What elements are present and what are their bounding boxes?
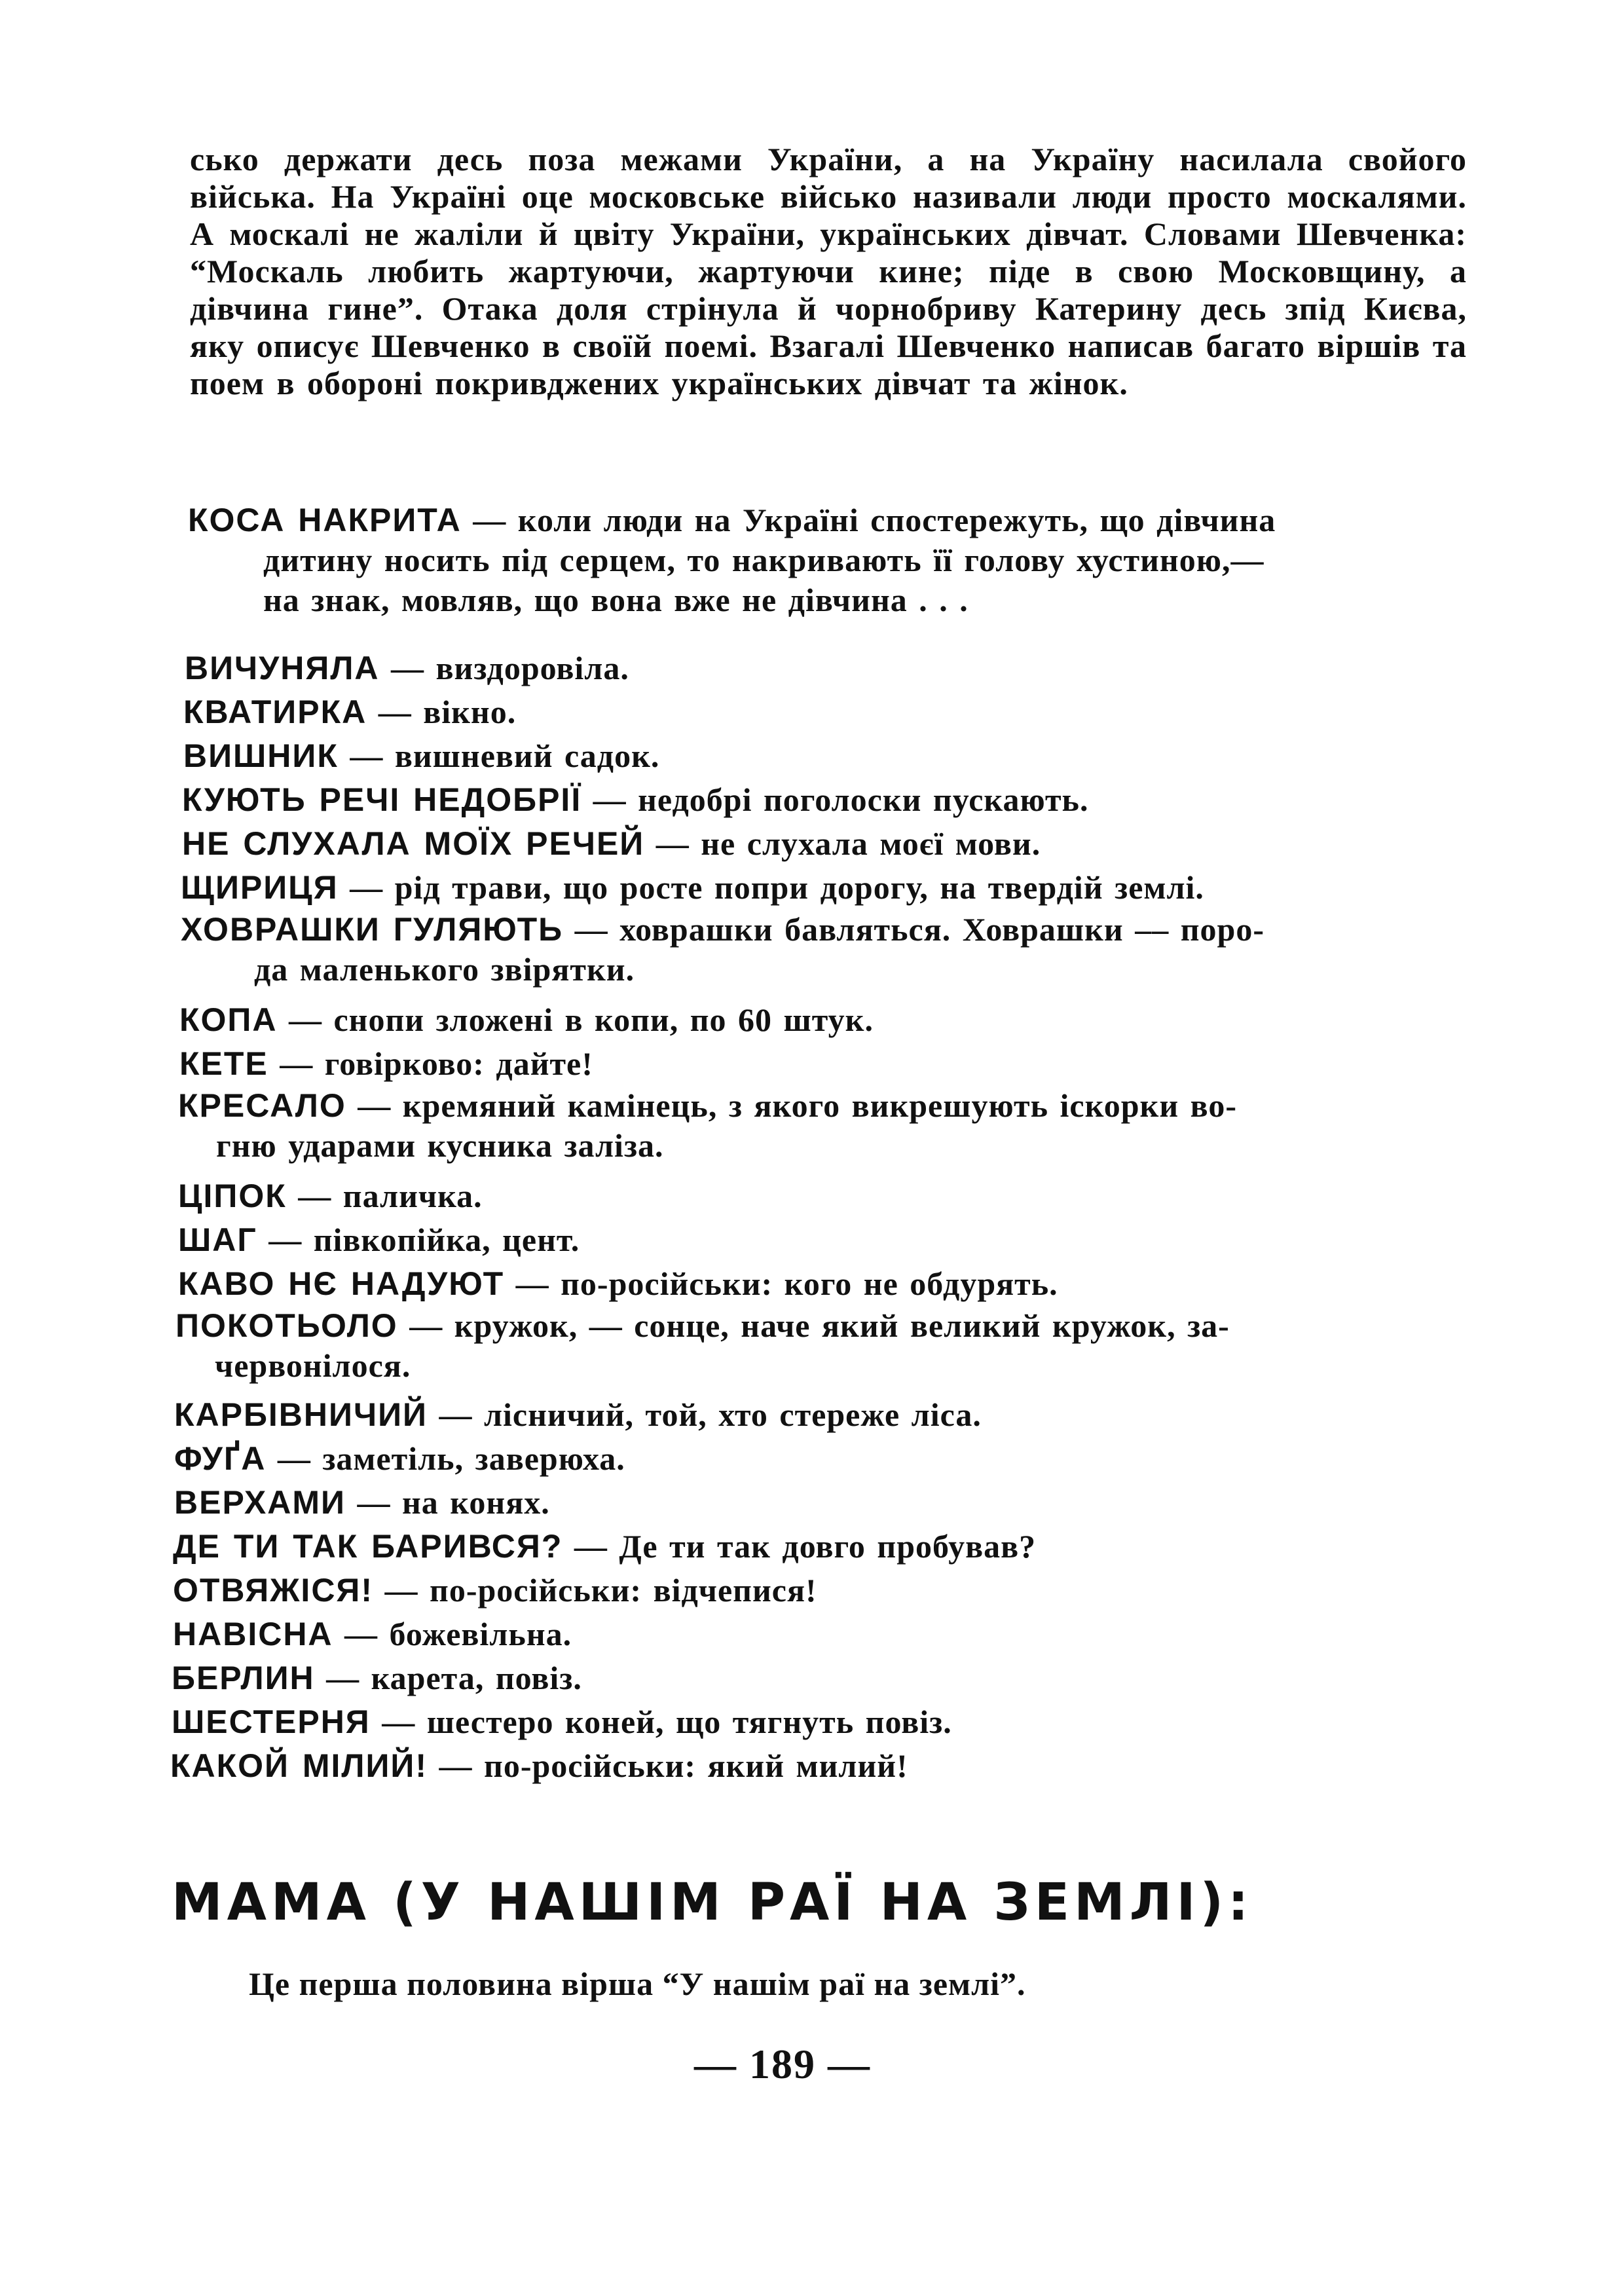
section-heading: МАМА (У НАШІМ РАЇ НА ЗЕМЛІ):	[172, 1873, 1253, 1932]
glossary-entry	[188, 500, 1276, 620]
glossary-dash: —	[358, 1087, 403, 1124]
glossary-dash: —	[350, 737, 395, 774]
glossary-dash: —	[439, 1396, 484, 1433]
glossary-dash: —	[409, 1307, 454, 1344]
glossary-continuation: на знак, мовляв, що вона вже не дівчина . . .	[263, 582, 969, 618]
glossary-entry	[174, 1481, 550, 1524]
glossary-dash: —	[574, 1528, 619, 1565]
glossary-entry	[174, 1437, 625, 1480]
glossary-term: КРЕСАЛО	[178, 1087, 346, 1124]
glossary-entry	[172, 1700, 952, 1743]
glossary-definition: на конях.	[401, 1484, 550, 1521]
glossary-term: ВИШНИК	[183, 737, 339, 774]
glossary-term: КАВО НЄ НАДУЮТ	[178, 1265, 505, 1302]
glossary-definition: кружок, — сонце, наче який великий кружок, за-	[454, 1307, 1230, 1344]
glossary-definition: божевільна.	[389, 1616, 572, 1652]
glossary-dash: —	[326, 1660, 371, 1696]
glossary-dash: —	[298, 1178, 343, 1214]
page-number: — 189 —	[694, 2041, 871, 2087]
glossary-dash: —	[280, 1045, 325, 1082]
glossary-term: КОСА НАКРИТА	[188, 502, 462, 538]
glossary-term: БЕРЛИН	[172, 1660, 315, 1696]
glossary-definition: по-російськи: відчепися!	[430, 1572, 817, 1609]
glossary-entry	[183, 690, 516, 734]
glossary-term: ОТВЯЖІСЯ!	[173, 1572, 374, 1609]
glossary-dash: —	[391, 650, 436, 686]
glossary-term: ХОВРАШКИ ГУЛЯЮТЬ	[181, 911, 564, 948]
glossary-definition: ховрашки бавляться. Ховрашки –– поро-	[619, 911, 1264, 948]
glossary-continuation: да маленького звірятки.	[254, 951, 635, 988]
glossary-definition: по-російськи: який милий!	[484, 1747, 908, 1784]
glossary-entry	[175, 1306, 1230, 1386]
glossary-continuation: червонілося.	[215, 1347, 411, 1384]
glossary-definition: вікно.	[423, 694, 517, 730]
glossary-term: ШЕСТЕРНЯ	[172, 1703, 371, 1740]
glossary-entry	[178, 1218, 580, 1261]
glossary-dash: —	[439, 1747, 485, 1784]
glossary-entry	[181, 910, 1264, 990]
glossary-continuation: гню ударами кусника заліза.	[216, 1127, 664, 1164]
glossary-dash: —	[593, 781, 638, 818]
glossary-term: КВАТИРКА	[183, 694, 367, 730]
glossary-dash: —	[655, 825, 701, 862]
glossary-definition: лісничий, той, хто стереже ліса.	[483, 1396, 982, 1433]
glossary-definition: паличка.	[342, 1178, 483, 1214]
glossary-term: КЕТЕ	[179, 1045, 268, 1082]
glossary-entry	[178, 1174, 483, 1218]
glossary-entry	[173, 1525, 1036, 1568]
glossary-dash: —	[473, 502, 518, 538]
section-description: Це перша половина вірша “У нашім раї на землі”.	[249, 1965, 1026, 2002]
glossary-term: ШАГ	[178, 1221, 257, 1258]
glossary-entry	[178, 1086, 1237, 1166]
glossary-term: НЕ СЛУХАЛА МОЇХ РЕЧЕЙ	[182, 825, 645, 862]
glossary-dash: —	[382, 1703, 427, 1740]
glossary-term: КАРБІВНИЧИЙ	[174, 1396, 428, 1433]
glossary-dash: —	[574, 911, 620, 948]
glossary-entry	[173, 1612, 572, 1656]
glossary-definition: говірково: дайте!	[324, 1045, 593, 1082]
glossary-continuation: дитину носить під серцем, то накривають її голову хустиною,—	[263, 542, 1264, 578]
glossary-definition: кремяний камінець, з якого викрешують іскорки во-	[402, 1087, 1237, 1124]
glossary-entry	[170, 1744, 908, 1787]
glossary-term: ПОКОТЬОЛО	[175, 1307, 398, 1344]
glossary-dash: —	[344, 1616, 390, 1652]
glossary-dash: —	[515, 1265, 561, 1302]
glossary-definition: по-російськи: кого не обдурять.	[561, 1265, 1058, 1302]
glossary-definition: не слухала моєї мови.	[701, 825, 1041, 862]
glossary-dash: —	[350, 869, 395, 906]
glossary-definition: заметіль, заверюха.	[322, 1440, 625, 1477]
glossary-definition: снопи зложені в копи, по 60 штук.	[333, 1001, 874, 1038]
glossary-entry	[173, 1569, 817, 1612]
glossary-dash: —	[288, 1001, 334, 1038]
glossary-definition: недобрі поголоски пускають.	[638, 781, 1089, 818]
glossary-dash: —	[277, 1440, 323, 1477]
glossary-entry	[181, 866, 1204, 909]
glossary-definition: коли люди на Україні спостережуть, що дівчина	[517, 502, 1276, 538]
glossary-term: ЦІПОК	[178, 1178, 287, 1214]
glossary-term: НАВІСНА	[173, 1616, 333, 1652]
glossary-entry	[183, 734, 659, 777]
glossary-definition: виздоровіла.	[435, 650, 629, 686]
glossary-definition: Де ти так довго пробував?	[619, 1528, 1037, 1565]
glossary-entry	[182, 822, 1041, 865]
glossary-entry	[185, 646, 629, 690]
glossary-entry	[179, 1042, 593, 1085]
glossary-entry	[178, 1262, 1058, 1305]
glossary-entry	[172, 1656, 582, 1700]
glossary-term: КОПА	[179, 1001, 278, 1038]
glossary-definition: карета, повіз.	[371, 1660, 582, 1696]
glossary-entry	[182, 778, 1089, 821]
glossary-dash: —	[268, 1221, 314, 1258]
glossary-definition: шестеро коней, що тягнуть повіз.	[426, 1703, 952, 1740]
intro-paragraph: сько держати десь поза межами України, а на Україну насилала свойого війська. На Україні оце московське військо називали люди просто москалями. А москалі не жаліли й цвіту України, українських дівчат. Словами Шевченка: “Москаль любить жартуючи, жартуючи кине; піде в свою Московщину, а дівчина гине”. Отака доля стрінула й чорнобриву Катерину десь зпід Києва, яку описує Шевченко в своїй поемі. Взагалі Шевченко написав багато віршів та поем в обороні покривджених українських дівчат та жінок.	[190, 141, 1467, 401]
glossary-definition: вишневий садок.	[394, 737, 660, 774]
glossary-entry	[179, 998, 874, 1041]
glossary-dash: —	[378, 694, 424, 730]
glossary-term: ЩИРИЦЯ	[181, 869, 339, 906]
glossary-dash: —	[357, 1484, 402, 1521]
glossary-entry	[174, 1393, 982, 1436]
glossary-term: ДЕ ТИ ТАК БАРИВСЯ?	[173, 1528, 563, 1565]
glossary-term: ВИЧУНЯЛА	[185, 650, 380, 686]
glossary-definition: рід трави, що росте попри дорогу, на твердій землі.	[394, 869, 1204, 906]
glossary-term: КУЮТЬ РЕЧІ НЕДОБРІЇ	[182, 781, 582, 818]
glossary-term: ВЕРХАМИ	[174, 1484, 346, 1521]
glossary-dash: —	[384, 1572, 430, 1609]
glossary-term: ФУҐА	[174, 1440, 267, 1477]
glossary-term: КАКОЙ МІЛИЙ!	[170, 1747, 428, 1784]
glossary-definition: півкопійка, цент.	[313, 1221, 580, 1258]
